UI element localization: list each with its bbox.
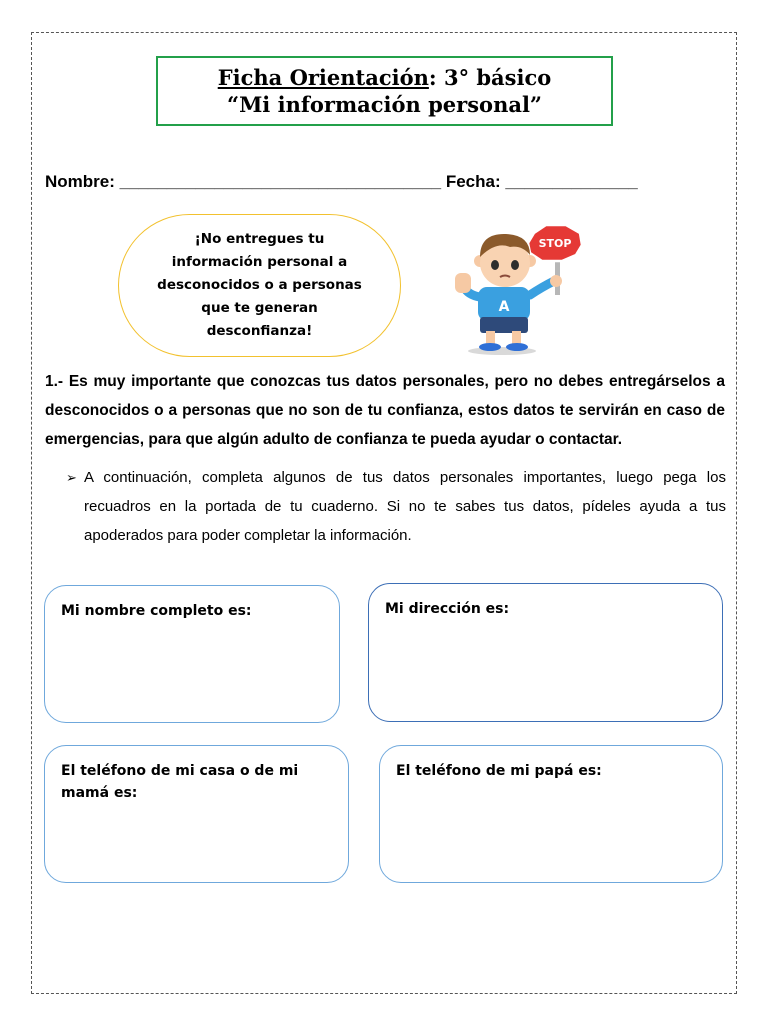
- instruction-item: [66, 463, 726, 550]
- address-label: Mi dirección es:: [385, 601, 510, 617]
- warning-bubble: [118, 214, 401, 357]
- name-label: Nombre:: [45, 172, 115, 191]
- dad-phone-box[interactable]: [379, 745, 723, 883]
- name-blank[interactable]: __________________________________: [119, 172, 442, 191]
- title-box: [156, 56, 613, 126]
- title-worksheet-name: Ficha Orientación: [217, 65, 429, 90]
- title-line-1: [218, 64, 552, 91]
- full-name-label: Mi nombre completo es:: [61, 603, 252, 619]
- section-1-text: 1.- Es muy importante que conozcas tus datos personales, pero no debes entregárselos a desconocidos o a personas que no son de tu confianza, estos datos te servirán en caso de emergencias, para que algún adulto de confianza te pueda ayudar o contactar.: [45, 373, 725, 448]
- address-box[interactable]: [368, 583, 723, 722]
- left-hand: [455, 273, 471, 293]
- full-name-box[interactable]: [44, 585, 340, 723]
- stop-sign-text: STOP: [538, 237, 572, 250]
- left-shoe: [479, 343, 501, 351]
- arrow-bullet-icon: ➢: [66, 470, 77, 485]
- right-leg: [512, 331, 521, 345]
- right-shoe: [506, 343, 528, 351]
- boy-stop-sign-illustration: [450, 225, 600, 357]
- home-phone-label: El teléfono de mi casa o de mi mamá es:: [61, 763, 299, 801]
- left-eye: [491, 260, 499, 270]
- right-eye: [511, 260, 519, 270]
- home-phone-box[interactable]: [44, 745, 349, 883]
- date-blank[interactable]: ______________: [505, 172, 638, 191]
- right-hand: [550, 275, 562, 287]
- shirt-letter: A: [498, 299, 510, 315]
- dad-phone-label: El teléfono de mi papá es:: [396, 763, 602, 779]
- title-line-2: “Mi información personal”: [226, 92, 542, 117]
- instruction-text: A continuación, completa algunos de tus datos personales importantes, luego pega los recuadros en la portada de tu cuaderno. Si no te sabes tus datos, pídeles ayuda a tus apoderados para poder completar la información.: [84, 469, 726, 544]
- left-leg: [486, 331, 495, 345]
- date-label: Fecha:: [445, 172, 501, 191]
- name-date-line: [45, 172, 725, 192]
- warning-text: ¡No entregues tu información personal a desconocidos o a personas que te generan desconfianza!: [157, 231, 362, 339]
- title-grade: : 3° básico: [428, 65, 552, 90]
- shorts: [480, 317, 528, 333]
